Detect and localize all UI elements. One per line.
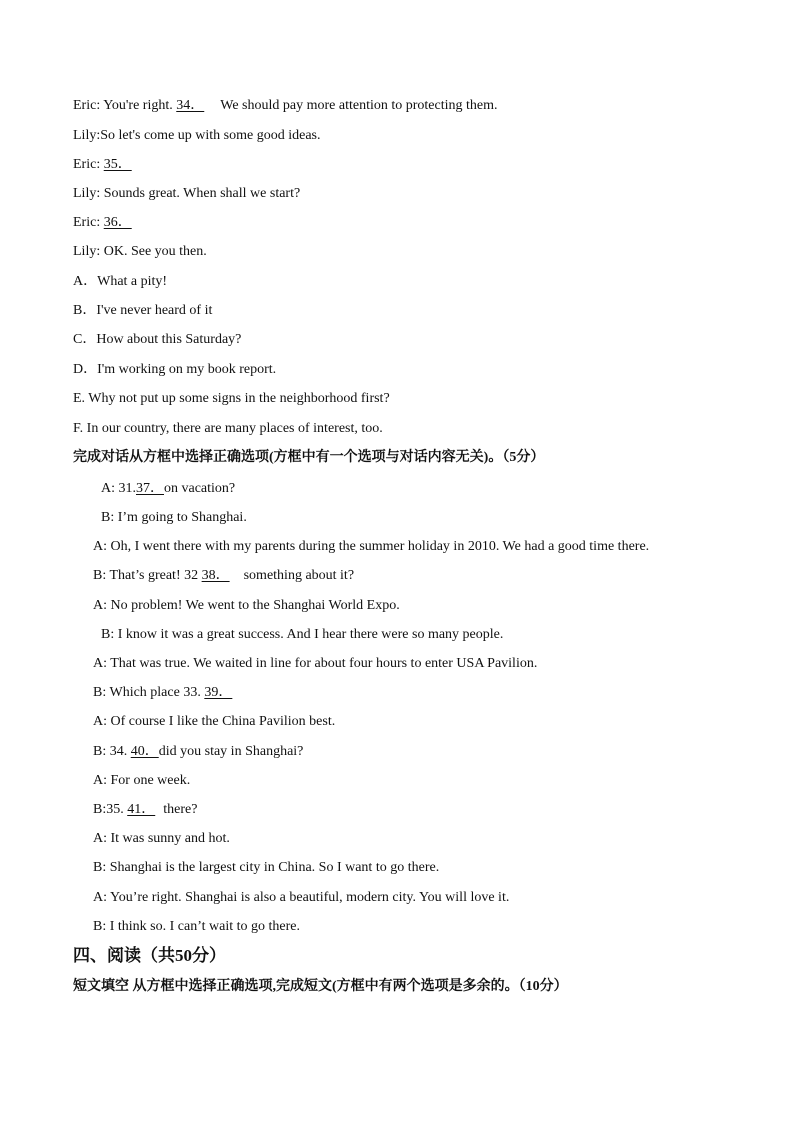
dialogue-line: B: I know it was a great success. And I hear there were so many people. [101, 627, 504, 642]
dialogue-text: Eric: [73, 157, 104, 172]
dialogue-text: B: That’s great! 32 [93, 568, 202, 583]
dialogue-line [73, 214, 132, 232]
dialogue-line: A: No problem! We went to the Shanghai World Expo. [93, 598, 400, 613]
answer-blank: 35． [103, 157, 132, 172]
dialogue-text: on vacation? [164, 481, 236, 496]
dialogue-line: B: I think so. I can’t wait to go there. [93, 919, 300, 934]
dialogue-line [101, 480, 235, 498]
dialogue-text: Lily:So let's come up with some good ideas. [73, 128, 321, 143]
dialogue-line: A: Oh, I went there with my parents during the summer holiday in 2010. We had a good time there. [93, 539, 650, 554]
dialogue-text: We should pay more attention to protecting them. [220, 98, 498, 113]
dialogue-text: did you stay in Shanghai? [158, 744, 304, 759]
dialogue-line: A: That was true. We waited in line for about four hours to enter USA Pavilion. [93, 656, 538, 671]
dialogue-text: B: Which place 33. [93, 685, 205, 700]
section-subheading: 短文填空 从方框中选择正确选项,完成短文(方框中有两个选项是多余的。（10分） [73, 979, 568, 994]
option-a: A．What a pity! [73, 274, 168, 289]
dialogue-line: B: I’m going to Shanghai. [101, 510, 247, 525]
dialogue-line [93, 567, 354, 585]
dialogue-line: A: For one week. [93, 773, 191, 788]
dialogue-line [73, 243, 207, 261]
answer-blank: 37． [136, 481, 164, 496]
dialogue-line [93, 801, 197, 819]
dialogue-line: A: Of course I like the China Pavilion best. [93, 714, 336, 729]
option-d: D．I'm working on my book report. [73, 362, 277, 377]
dialogue-line [73, 185, 300, 203]
answer-blank: 40． [130, 744, 159, 759]
dialogue-text: B:35. [93, 802, 128, 817]
dialogue-line [73, 97, 498, 115]
dialogue-text: something about it? [243, 568, 355, 583]
option-e: E. Why not put up some signs in the neighborhood first? [73, 391, 390, 406]
dialogue-line: B: Shanghai is the largest city in China. So I want to go there. [93, 860, 440, 875]
option-c: C．How about this Saturday? [73, 332, 242, 347]
option-f: F. In our country, there are many places of interest, too. [73, 421, 383, 436]
dialogue-line [93, 684, 232, 702]
answer-blank: 39． [204, 685, 233, 700]
answer-blank: 38． [201, 568, 230, 583]
dialogue-line [73, 156, 132, 174]
answer-blank: 34． [176, 98, 205, 113]
dialogue-line: A: It was sunny and hot. [93, 831, 230, 846]
option-b: B．I've never heard of it [73, 303, 213, 318]
dialogue-line [93, 743, 303, 761]
dialogue-text: there? [163, 802, 198, 817]
section-title: 四、阅读（共50分） [73, 946, 226, 965]
task-heading: 完成对话从方框中选择正确选项(方框中有一个选项与对话内容无关)。（5分） [73, 450, 545, 465]
dialogue-line [73, 127, 321, 145]
dialogue-text: Lily: Sounds great. When shall we start? [73, 186, 301, 201]
dialogue-line: A: You’re right. Shanghai is also a beautiful, modern city. You will love it. [93, 890, 510, 905]
answer-blank: 36． [103, 215, 132, 230]
dialogue-text: A: 31. [101, 481, 136, 496]
answer-blank: 41． [127, 802, 156, 817]
dialogue-text: Eric: You're right. [73, 98, 177, 113]
dialogue-text: Eric: [73, 215, 104, 230]
dialogue-text: B: 34. [93, 744, 131, 759]
dialogue-text: Lily: OK. See you then. [73, 244, 207, 259]
